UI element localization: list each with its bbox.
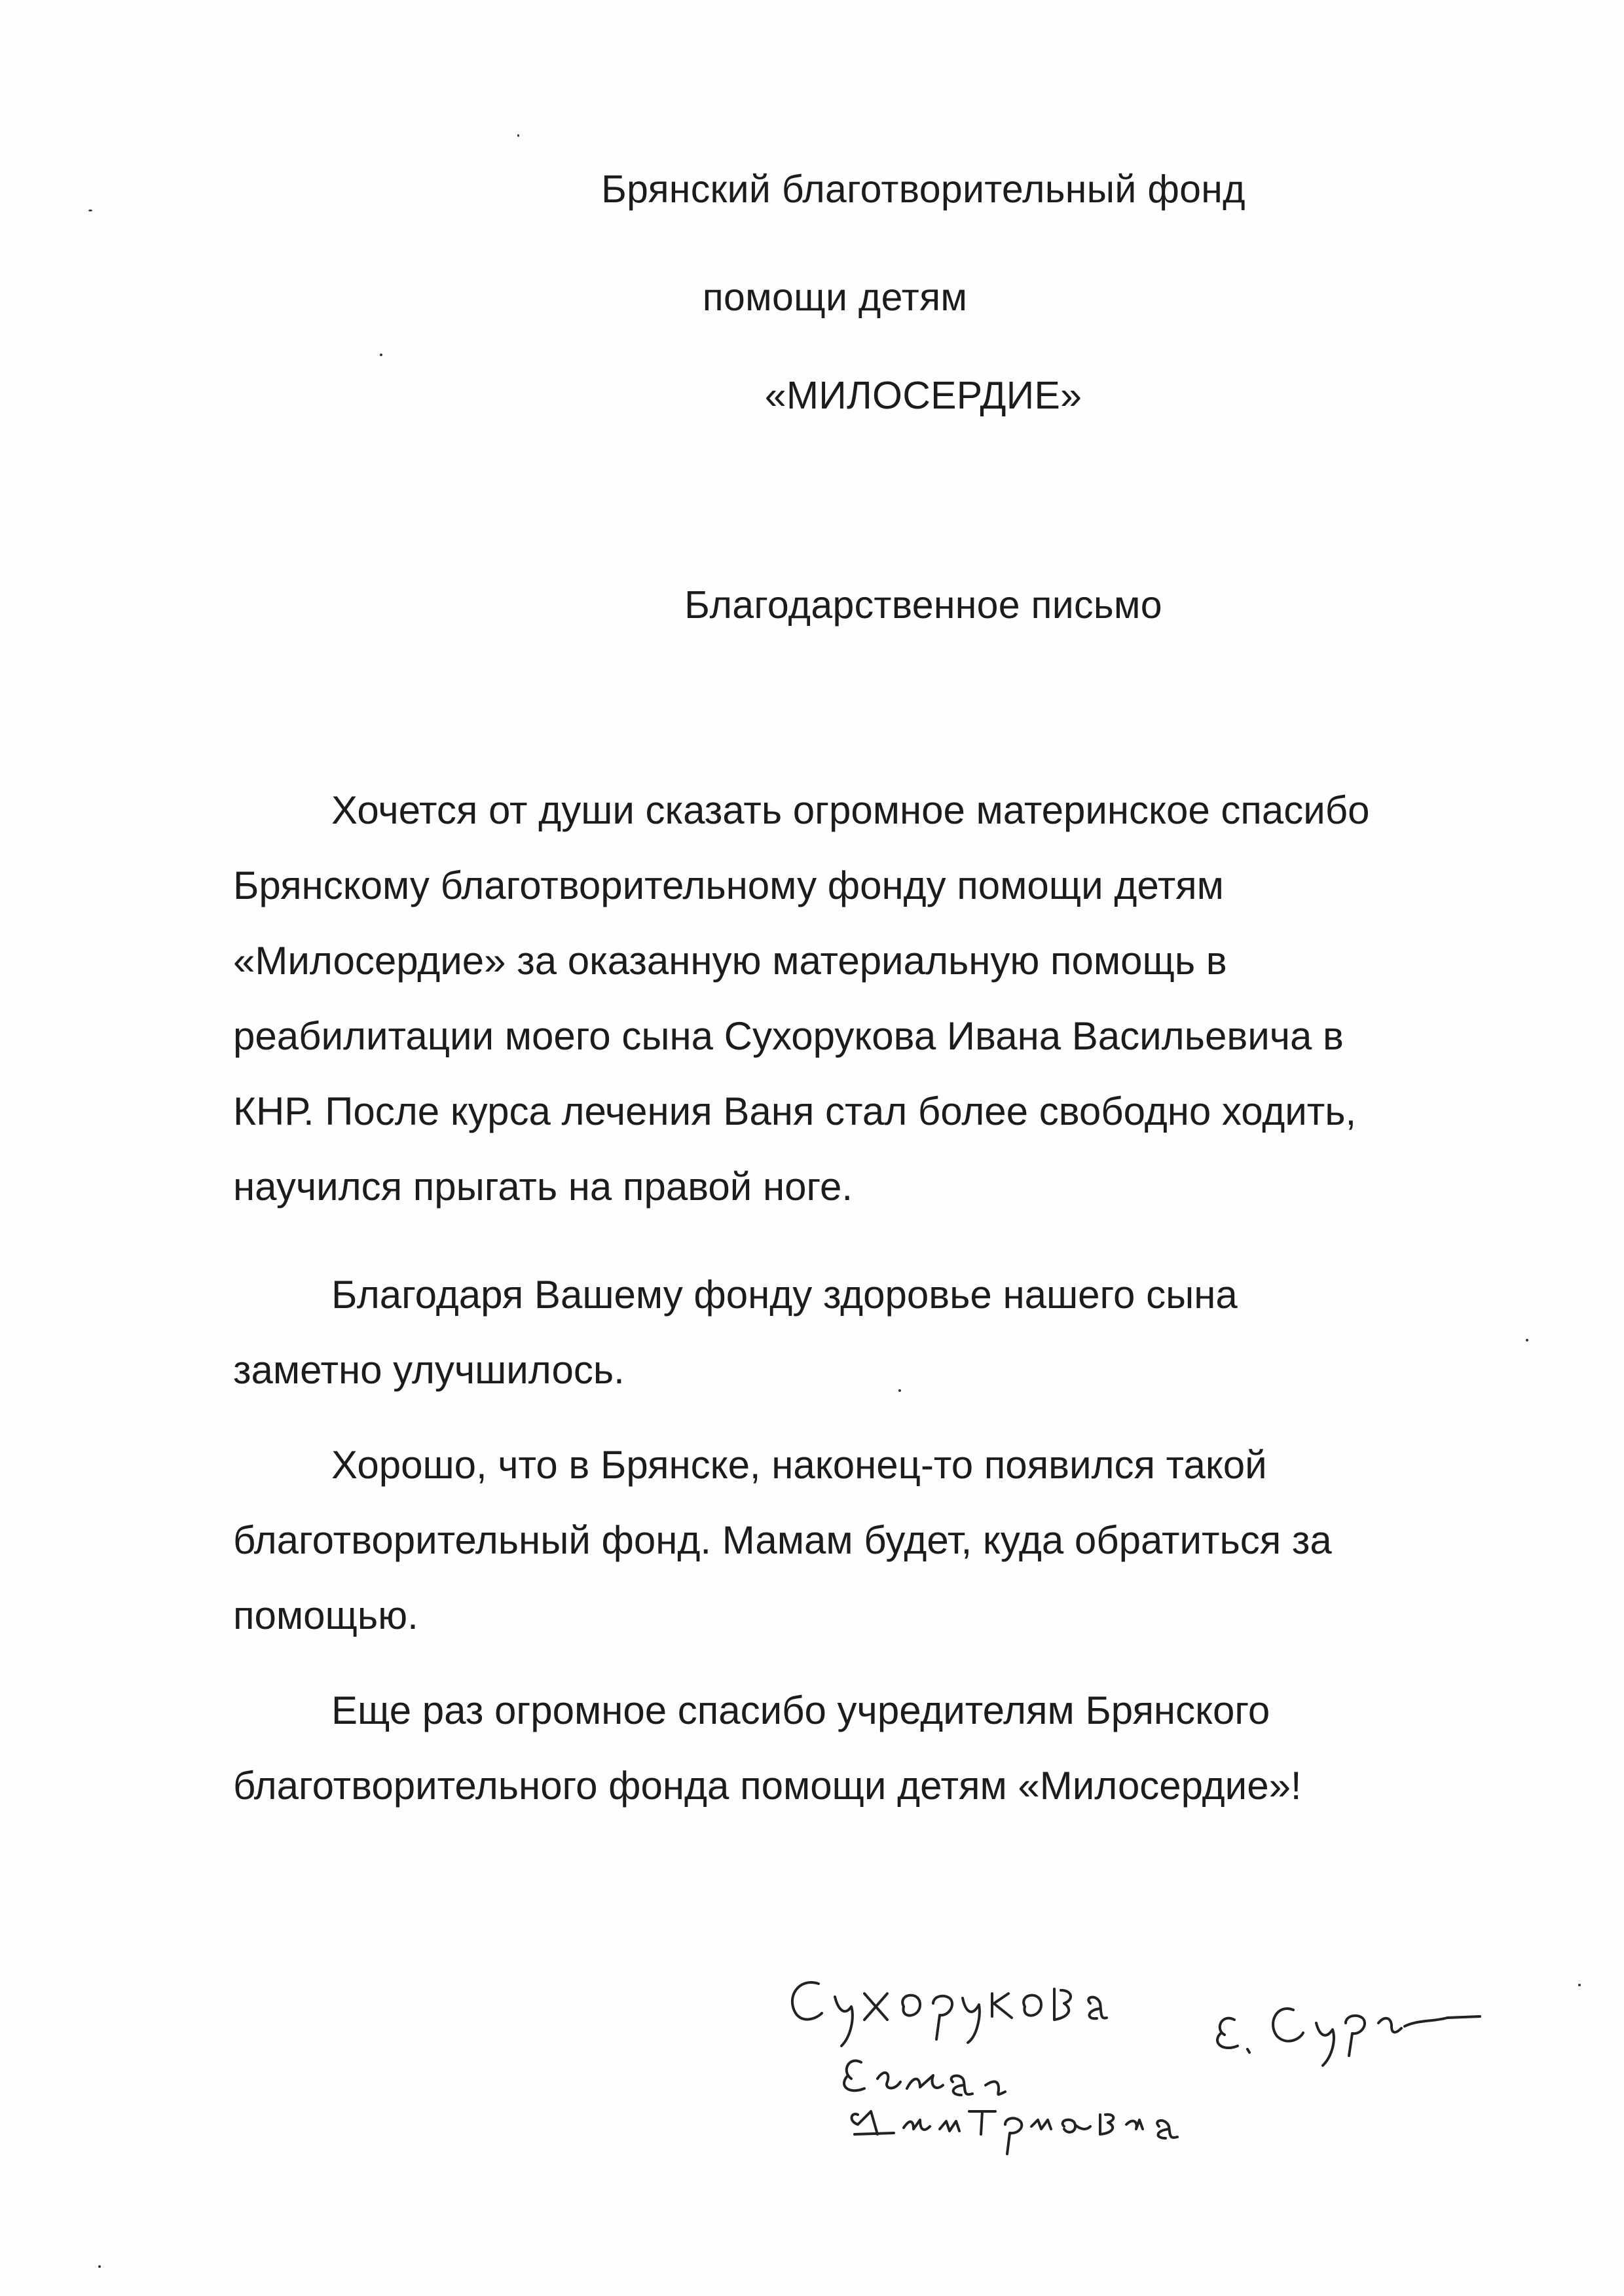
scan-speck	[898, 1389, 901, 1392]
scan-speck	[88, 210, 92, 211]
paragraph-line: Брянскому благотворительному фонду помощи детям	[233, 864, 1224, 907]
scan-speck	[1578, 1984, 1581, 1986]
letter-title: Благодарственное письмо	[684, 583, 1162, 627]
paragraph-line: научился прыгать на правой ноге.	[233, 1165, 853, 1209]
paragraph-4	[233, 1673, 1517, 1823]
paragraph-line: «Милосердие» за оказанную материальную помощь в	[233, 939, 1227, 983]
paragraph-line: заметно улучшилось.	[233, 1348, 625, 1392]
paragraph-line: Хорошо, что в Брянске, наконец-то появился такой	[331, 1443, 1267, 1487]
paragraph-line: реабилитации моего сына Сухорукова Ивана Васильевича в	[233, 1014, 1344, 1058]
paragraph-line: Еще раз огромное спасибо учредителям Брянского	[331, 1688, 1270, 1732]
paragraph-line: Хочется от души сказать огромное материнское спасибо	[331, 788, 1370, 832]
paragraph-3	[233, 1427, 1517, 1653]
paragraph-line: благотворительный фонд. Мамам будет, куда обратиться за	[233, 1518, 1332, 1562]
handwritten-signature	[773, 1958, 1591, 2167]
paragraph-line: КНР. После курса лечения Ваня стал более свободно ходить,	[233, 1089, 1357, 1133]
paragraph-line: благотворительного фонда помощи детям «Милосердие»!	[233, 1764, 1302, 1808]
org-name-line-1: Брянский благотворительный фонд	[601, 168, 1246, 211]
paragraph-2	[233, 1257, 1517, 1408]
paragraph-line: помощью.	[233, 1594, 418, 1637]
paragraph-line: Благодаря Вашему фонду здоровье нашего сына	[331, 1273, 1238, 1317]
org-name-line-3: «МИЛОСЕРДИЕ»	[764, 374, 1082, 417]
scan-speck	[98, 2265, 101, 2268]
scan-speck	[380, 354, 382, 356]
scan-speck	[1526, 1339, 1528, 1341]
paragraph-1	[233, 773, 1517, 1224]
scan-speck	[517, 134, 519, 137]
org-name-line-2: помощи детям	[702, 276, 968, 319]
